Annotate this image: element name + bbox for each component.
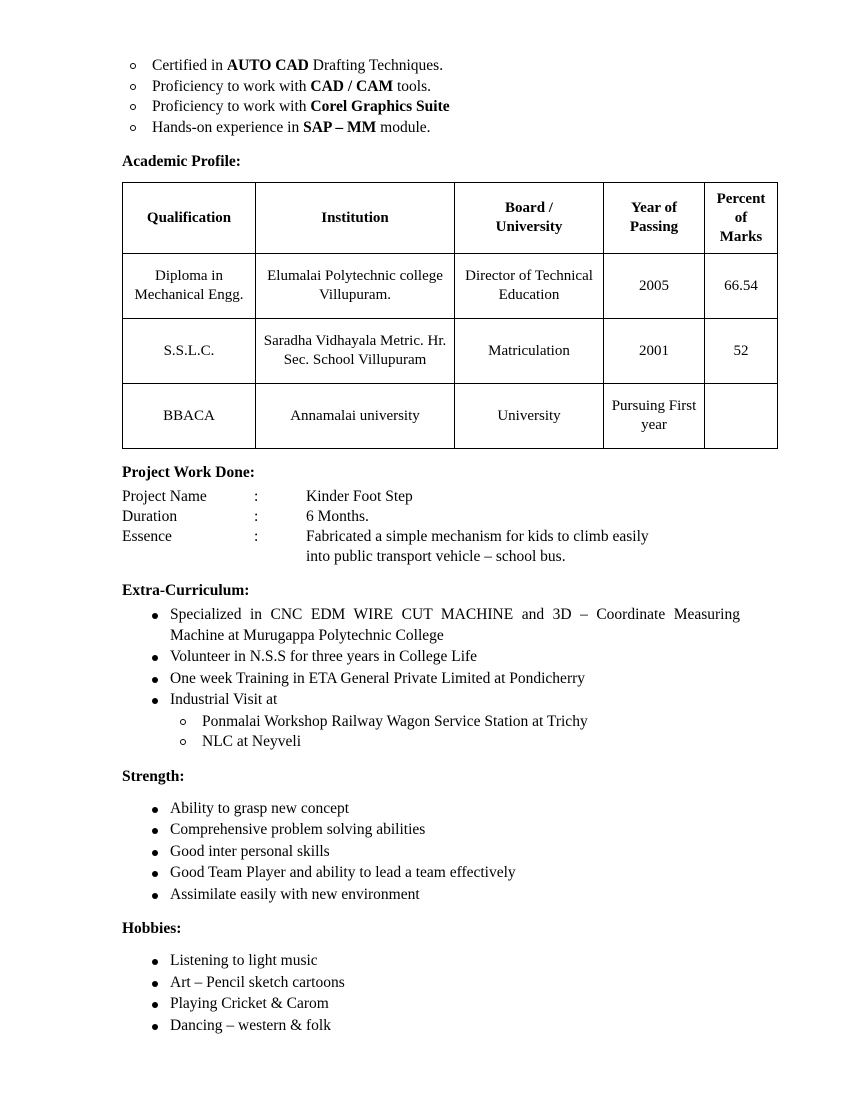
list-item: Listening to light music xyxy=(122,951,742,972)
project-detail-separator: : xyxy=(254,488,259,505)
extra-curriculum-heading: Extra-Curriculum: xyxy=(122,582,250,599)
table-cell-year: Pursuing First year xyxy=(604,384,705,449)
plain-text: Certified in xyxy=(152,57,227,74)
skills-list xyxy=(122,56,742,138)
project-detail-separator: : xyxy=(254,528,259,545)
list-item: Volunteer in N.S.S for three years in College Life xyxy=(122,647,742,668)
plain-text: module. xyxy=(376,118,431,136)
academic-profile-heading: Academic Profile: xyxy=(122,153,241,170)
table-cell-qualification: S.S.L.C. xyxy=(123,319,256,384)
emphasis-text: AUTO CAD xyxy=(226,57,309,74)
table-cell-board: University xyxy=(455,384,604,449)
project-detail-label: Essence xyxy=(122,528,172,545)
list-item: NLC at Neyveli xyxy=(122,732,742,753)
document-body xyxy=(122,56,766,1037)
project-detail-label: Duration xyxy=(122,508,178,525)
academic-table xyxy=(122,182,778,449)
table-row xyxy=(123,384,778,449)
column-header-institution: Institution xyxy=(256,183,455,254)
list-item: Comprehensive problem solving abilities xyxy=(122,820,742,841)
list-item: Assimilate easily with new environment xyxy=(122,885,742,906)
project-essence-continued: into public transport vehicle – school bus. xyxy=(306,548,566,565)
list-item: Good inter personal skills xyxy=(122,842,742,863)
strength-list xyxy=(122,799,742,906)
list-item: Specialized in CNC EDM WIRE CUT MACHINE and 3D – Coordinate Measuring Machine at Murugappa Polytechnic College xyxy=(122,605,742,646)
hobbies-list xyxy=(122,951,742,1036)
column-header-board: Board / University xyxy=(455,183,604,254)
list-item: Good Team Player and ability to lead a team effectively xyxy=(122,863,742,884)
list-item: Dancing – western & folk xyxy=(122,1016,742,1037)
list-item xyxy=(122,97,742,118)
list-item xyxy=(122,77,742,98)
column-header-year: Year of Passing xyxy=(604,183,705,254)
project-detail-row xyxy=(122,507,742,527)
emphasis-text: SAP – MM xyxy=(303,118,377,136)
strength-heading: Strength: xyxy=(122,767,185,785)
project-details xyxy=(122,487,742,547)
table-cell-marks: 66.54 xyxy=(705,254,778,319)
table-cell-marks: 52 xyxy=(705,319,778,384)
list-item: Industrial Visit at xyxy=(122,690,742,711)
table-cell-institution: Elumalai Polytechnic college Villupuram. xyxy=(256,254,455,319)
plain-text: tools. xyxy=(393,77,431,95)
project-detail-label: Project Name xyxy=(122,488,207,505)
list-item: Ability to grasp new concept xyxy=(122,799,742,820)
table-cell-qualification: BBACA xyxy=(123,384,256,449)
table-cell-institution: Annamalai university xyxy=(256,384,455,449)
list-item: Art – Pencil sketch cartoons xyxy=(122,973,742,994)
list-item: One week Training in ETA General Private Limited at Pondicherry xyxy=(122,669,742,690)
list-item xyxy=(122,56,742,77)
plain-text: Proficiency to work with xyxy=(152,77,311,95)
project-detail-value: Fabricated a simple mechanism for kids to climb easily xyxy=(306,528,649,545)
industrial-visit-list xyxy=(122,712,742,753)
hobbies-heading: Hobbies: xyxy=(122,920,182,937)
table-row xyxy=(123,319,778,384)
list-item: Playing Cricket & Carom xyxy=(122,994,742,1015)
table-header-row xyxy=(123,183,778,254)
emphasis-text: CAD / CAM xyxy=(310,77,394,95)
table-cell-year: 2001 xyxy=(604,319,705,384)
project-work-heading: Project Work Done: xyxy=(122,464,255,481)
extra-curriculum-list xyxy=(122,605,742,711)
project-detail-row xyxy=(122,527,742,547)
project-detail-row xyxy=(122,487,742,507)
project-detail-separator: : xyxy=(254,508,259,525)
table-cell-marks xyxy=(705,384,778,449)
table-cell-year: 2005 xyxy=(604,254,705,319)
emphasis-text: Corel Graphics Suite xyxy=(310,98,450,115)
column-header-marks: Percent of Marks xyxy=(705,183,778,254)
plain-text: Drafting Techniques. xyxy=(308,57,444,74)
table-cell-board: Director of Technical Education xyxy=(455,254,604,319)
project-detail-value: 6 Months. xyxy=(306,508,369,525)
list-item: Ponmalai Workshop Railway Wagon Service Station at Trichy xyxy=(122,712,742,733)
table-cell-institution: Saradha Vidhayala Metric. Hr. Sec. School Villupuram xyxy=(256,319,455,384)
column-header-qualification: Qualification xyxy=(123,183,256,254)
table-row xyxy=(123,254,778,319)
table-cell-qualification: Diploma in Mechanical Engg. xyxy=(123,254,256,319)
project-detail-value: Kinder Foot Step xyxy=(306,488,413,505)
table-cell-board: Matriculation xyxy=(455,319,604,384)
plain-text: Proficiency to work with xyxy=(152,98,311,115)
plain-text: Hands-on experience in xyxy=(152,118,304,136)
list-item xyxy=(122,118,742,139)
